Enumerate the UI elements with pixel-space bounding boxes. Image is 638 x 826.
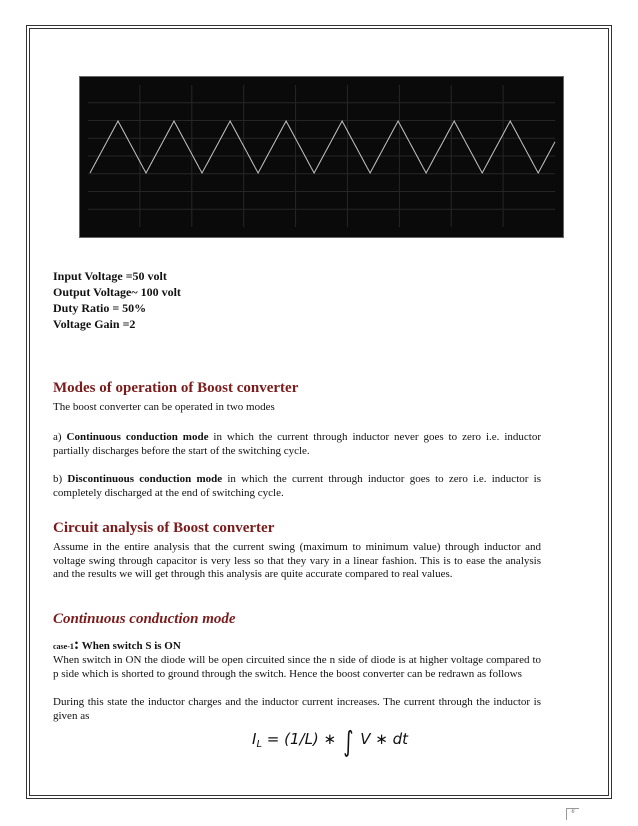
formula-rhs-a: = (1/L) ∗: [262, 730, 341, 748]
waveform-plot: [80, 77, 563, 237]
oscilloscope-waveform-image: [79, 76, 564, 238]
case-colon: :: [73, 636, 80, 653]
scope-grid: [88, 85, 555, 227]
mode-b-prefix: b): [53, 473, 68, 485]
circuit-analysis-paragraph: Assume in the entire analysis that the current swing (maximum to minimum value) through inductor and voltage swing through capacitor is very less so that they vary in a linear fashion. This is to ease the analysis and the results we will get through this analysis are quite accurate compared to real values.: [53, 541, 541, 580]
voltage-gain: Voltage Gain =2: [53, 317, 136, 331]
circuit-analysis-heading: Circuit analysis of Boost converter: [53, 520, 275, 536]
formula-rhs-b: V ∗ dt: [355, 730, 409, 748]
output-voltage: Output Voltage~ 100 volt: [53, 285, 181, 299]
case-description: When switch S is ON: [79, 640, 181, 652]
mode-a-paragraph: [53, 431, 541, 458]
mode-a-term: Continuous conduction mode: [66, 431, 209, 443]
formula-lhs-subscript: L: [256, 739, 263, 750]
mode-a-text: in which the current through inductor never goes to zero i.e. inductor partially discharges before the start of the switching cycle.: [53, 431, 542, 457]
input-voltage: Input Voltage =50 volt: [53, 269, 167, 283]
inductor-current-formula: [252, 725, 408, 758]
mode-b-paragraph: [53, 473, 541, 500]
mode-a-prefix: a): [53, 431, 67, 443]
integral-symbol: ∫: [343, 725, 354, 758]
mode-b-text: in which the current through inductor goes to zero i.e. inductor is completely discharged at the end of switching cycle.: [53, 473, 541, 499]
switch-on-paragraph: When switch in ON the diode will be open circuited since the n side of diode is at higher voltage compared to p side which is shorted to ground through the switch. Hence the boost converter can be redrawn as follows: [53, 654, 541, 680]
modes-intro: The boost converter can be operated in two modes: [53, 401, 275, 413]
inductor-charge-paragraph: During this state the inductor charges and the inductor current increases. The current through the inductor is given as: [53, 696, 541, 722]
duty-ratio: Duty Ratio = 50%: [53, 301, 147, 315]
ccm-heading: Continuous conduction mode: [53, 611, 236, 627]
case-number: case-1: [53, 642, 74, 651]
formula-lhs: I: [252, 730, 257, 748]
waveform-trace: [90, 121, 555, 173]
simulation-parameters: [53, 268, 181, 332]
page-number: 6: [566, 808, 579, 820]
mode-b-term: Discontinuous conduction mode: [67, 473, 223, 485]
modes-heading: Modes of operation of Boost converter: [53, 380, 299, 396]
case-1-label: [53, 636, 181, 654]
